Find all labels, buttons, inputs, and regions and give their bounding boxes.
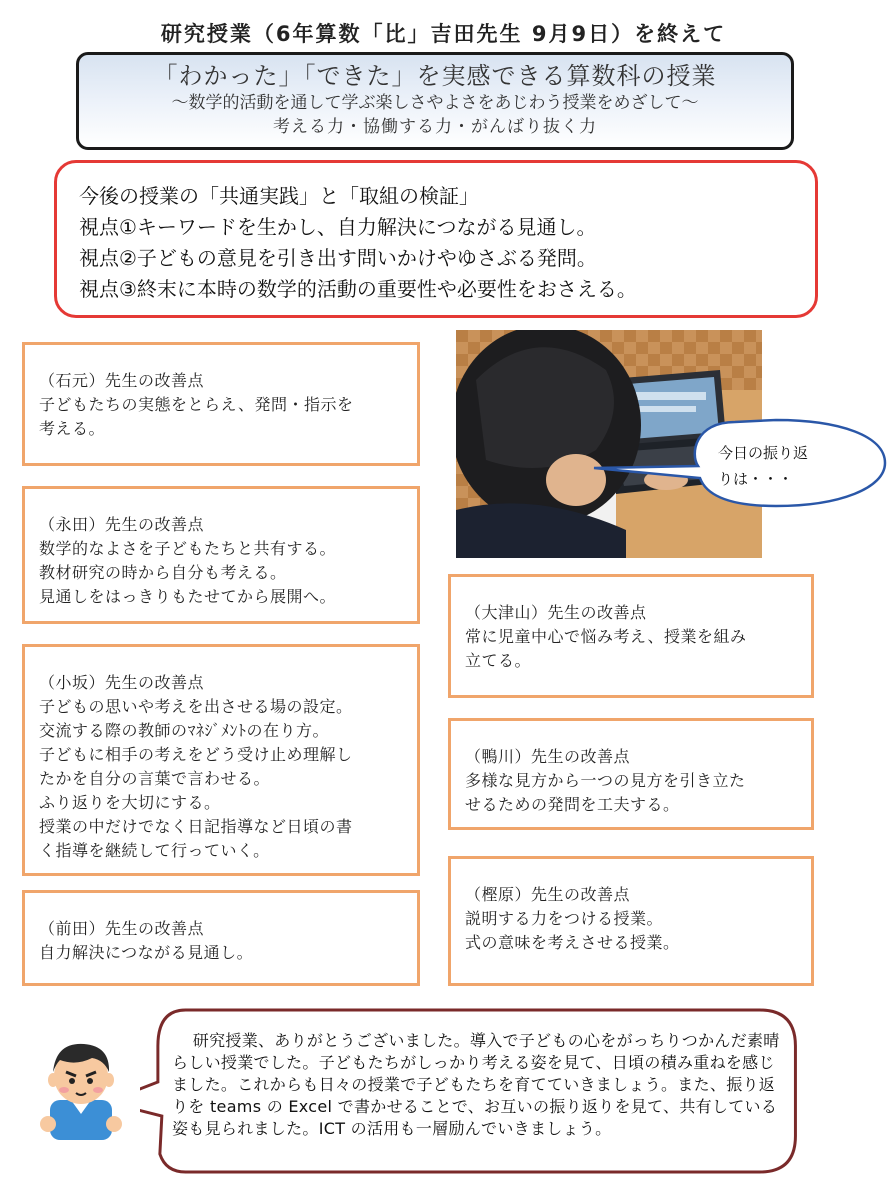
box-line: 授業の中だけでなく日記指導など日頃の書 xyxy=(39,817,353,836)
box-line: 子どもたちの実態をとらえ、発問・指示を xyxy=(39,395,354,414)
box-line: たかを自分の言葉で言わせる。 xyxy=(39,769,271,788)
box-heading: （石元）先生の改善点 xyxy=(39,371,205,390)
box-heading: （永田）先生の改善点 xyxy=(39,515,205,534)
box-line: 自力解決につながる見通し。 xyxy=(39,943,254,962)
box-line: 数学的なよさを子どもたちと共有する。 xyxy=(39,539,337,558)
principal-comment: 研究授業、ありがとうございました。導入で子どもの心をがっちりつかんだ素晴らしい授業でした。子どもたちがしっかり考える姿を見て、日頃の積み重ねを感じました。これからも日々の授業で子どもたちを育てていきましょう。また、振り返りを teams の Excel で書かせることで、お互いの振り返りを見て、共有している姿も見られました。ICT の活用も一層励んでいきましょう。 xyxy=(172,1031,780,1138)
improvement-box-kosaka xyxy=(22,644,420,876)
box-heading: （樫原）先生の改善点 xyxy=(465,885,631,904)
box-line: 説明する力をつける授業。 xyxy=(465,909,664,928)
box-line: 立てる。 xyxy=(465,651,532,670)
teacher-illustration xyxy=(26,1030,136,1140)
box-line: せるための発問を工夫する。 xyxy=(465,795,680,814)
theme-abilities: 考える力・協働する力・がんばり抜く力 xyxy=(273,117,597,137)
focus-line: 視点②子どもの意見を引き出す問いかけやゆさぶる発問。 xyxy=(79,246,597,270)
box-heading: （小坂）先生の改善点 xyxy=(39,673,205,692)
focus-line: 今後の授業の「共通実践」と「取組の検証」 xyxy=(79,184,479,208)
theme-main-title: 「わかった」「できた」を実感できる算数科の授業 xyxy=(153,62,717,90)
focus-points-box xyxy=(54,160,818,318)
speech-bubble-text xyxy=(718,440,848,492)
improvement-box-otsuyama xyxy=(448,574,814,698)
theme-box xyxy=(76,52,794,150)
improvement-box-kashihara xyxy=(448,856,814,986)
box-line: 式の意味を考えさせる授業。 xyxy=(465,933,680,952)
box-heading: （前田）先生の改善点 xyxy=(39,919,205,938)
box-heading: （大津山）先生の改善点 xyxy=(465,603,647,622)
box-line: 子どもに相手の考えをどう受け止め理解し xyxy=(39,745,353,764)
box-line: 教材研究の時から自分も考える。 xyxy=(39,563,287,582)
box-line: く指導を継続して行っていく。 xyxy=(39,841,270,860)
page-title: 研究授業（6年算数「比」吉田先生 9月9日）を終えて xyxy=(160,22,727,46)
box-line: 考える。 xyxy=(39,419,106,438)
box-line: 交流する際の教師のﾏﾈｼﾞﾒﾝﾄの在り方。 xyxy=(39,721,330,740)
box-line: 多様な見方から一つの見方を引き立た xyxy=(465,771,746,790)
box-heading: （鴨川）先生の改善点 xyxy=(465,747,631,766)
box-line: 常に児童中心で悩み考え、授業を組み xyxy=(465,627,747,646)
speech-bubble-line: りは・・・ xyxy=(718,470,794,488)
focus-line: 視点③終末に本時の数学的活動の重要性や必要性をおさえる。 xyxy=(79,277,637,301)
improvement-box-kamogawa xyxy=(448,718,814,830)
focus-line: 視点①キーワードを生かし、自力解決につながる見通し。 xyxy=(79,215,597,239)
box-line: 見通しをはっきりもたせてから展開へ。 xyxy=(39,587,337,606)
improvement-box-ishimoto xyxy=(22,342,420,466)
box-line: ふり返りを大切にする。 xyxy=(39,793,221,812)
box-line: 子どもの思いや考えを出させる場の設定。 xyxy=(39,697,353,716)
improvement-box-nagata xyxy=(22,486,420,624)
theme-subtitle: ～数学的活動を通して学ぶ楽しさやよさをあじわう授業をめざして～ xyxy=(171,93,699,113)
improvement-box-maeda xyxy=(22,890,420,986)
speech-bubble-line: 今日の振り返 xyxy=(718,444,809,462)
